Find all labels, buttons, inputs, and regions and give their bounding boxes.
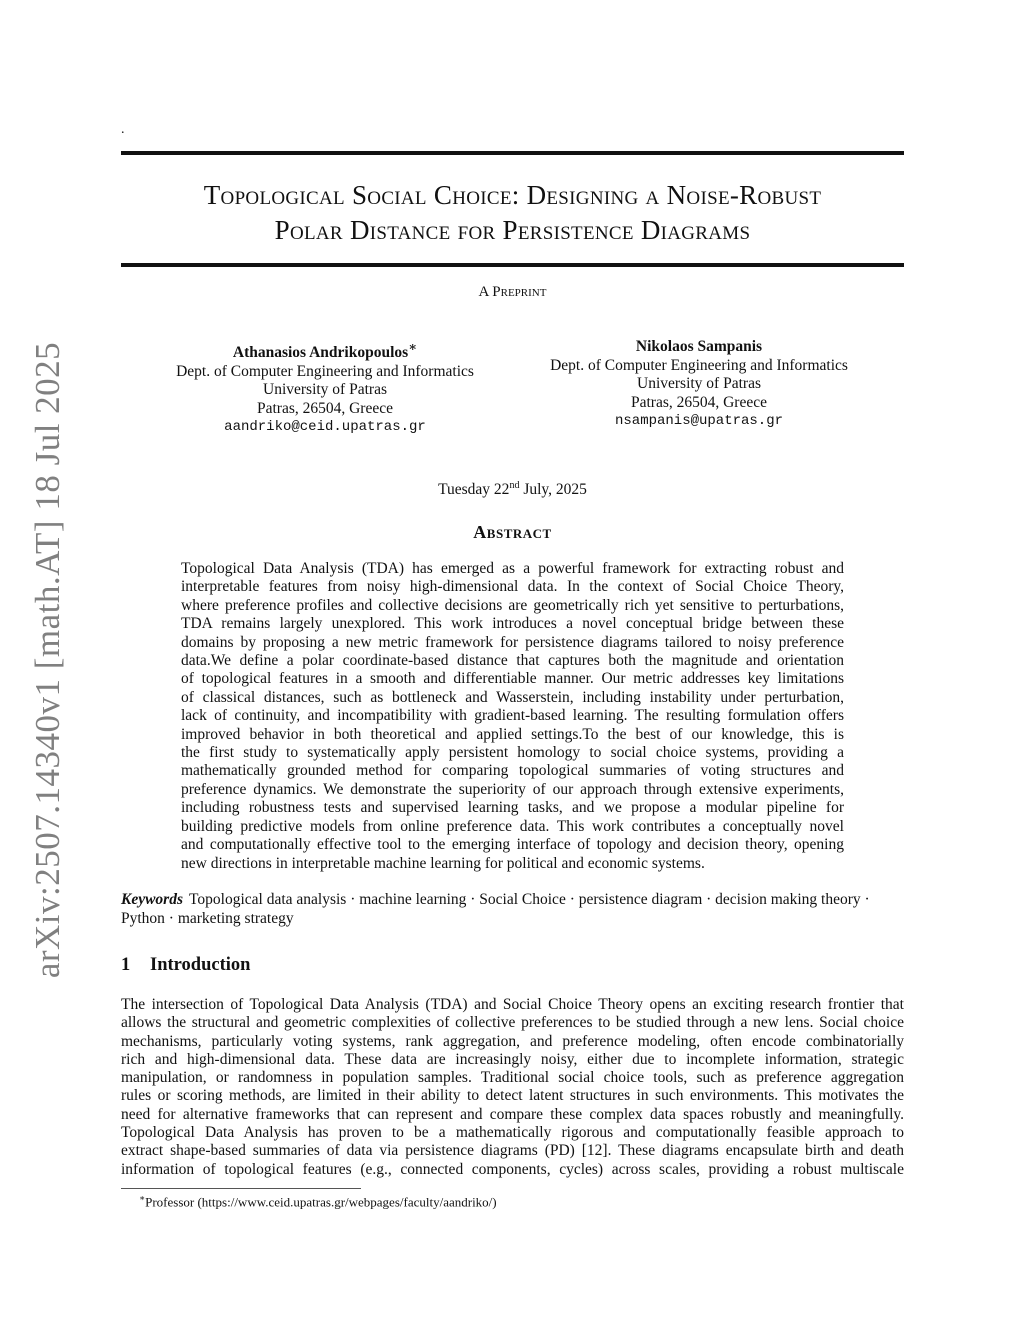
author-2-university: University of Patras	[637, 375, 761, 392]
footnote	[139, 1193, 497, 1210]
title-rule-top	[121, 151, 904, 155]
footnote-mark: ∗	[139, 1193, 146, 1203]
abstract-line: data.We define a polar coordinate-based distance that captures both the magnitude and orientation	[181, 652, 844, 670]
introduction-line: rich and high-dimensional data. These data are increasingly noisy, either due to incomplete information, strategic	[121, 1050, 904, 1068]
author-1-university: University of Patras	[263, 381, 387, 399]
section-number: 1	[121, 955, 131, 975]
abstract-line: improved behavior in both theoretical and applied settings.To the best of our knowledge, this is	[181, 725, 844, 743]
date-suffix: nd	[509, 480, 520, 491]
introduction-line: Topological Data Analysis has proven to be a mathematically rigorous and computationally feasible approach to	[121, 1124, 904, 1142]
introduction-line: mechanisms, particularly voting systems, rank aggregation, and preference modeling, often encode combinatorially	[121, 1032, 904, 1050]
abstract-line: domains by proposing a new metric framework for persistence diagrams tailored to noisy preference	[181, 633, 844, 651]
abstract-line: building predictive models from online preference data. This work contributes a conceptually novel	[181, 817, 844, 835]
abstract-line: and computationally effective tool to the emerging interface of topology and decision theory, opening	[181, 836, 844, 854]
footnote-text: Professor (https://www.ceid.upatras.gr/webpages/faculty/aandriko/)	[145, 1194, 497, 1210]
keywords-text-1: Topological data analysis · machine learning · Social Choice · persistence diagram · decision making theory ·	[189, 891, 870, 908]
preprint-label: A Preprint	[478, 284, 547, 300]
abstract-line: interpretable features from noisy high-dimensional data. In the context of Social Choice Theory,	[181, 578, 844, 596]
arxiv-stamp: arXiv:2507.14340v1 [math.AT] 18 Jul 2025	[28, 341, 67, 979]
author-1-email[interactable]: aandriko@ceid.upatras.gr	[224, 419, 426, 436]
title-line-1: Topological Social Choice: Designing a Noise-Robust	[203, 180, 822, 210]
introduction-line: need for alternative frameworks that can represent and compare these complex data spaces robustly and meaningfully.	[121, 1105, 904, 1123]
introduction-line: information of topological features (e.g., connected components, cycles) across scales, providing a robust multiscale	[121, 1160, 904, 1178]
abstract-line: mathematically grounded method for comparing topological summaries of voting structures and	[181, 762, 844, 780]
section-title: Introduction	[150, 955, 251, 975]
date-prefix: Tuesday 22	[438, 481, 510, 499]
abstract-line: preference dynamics. We demonstrate the superiority of our approach through extensive experiments,	[181, 780, 844, 798]
section-heading	[121, 955, 250, 976]
author-1-location: Patras, 26504, Greece	[256, 399, 393, 417]
author-2	[519, 338, 879, 431]
author-1-name-line	[145, 338, 505, 363]
author-2-location: Patras, 26504, Greece	[630, 393, 767, 411]
page-marker: .	[121, 122, 125, 137]
abstract-line: new directions in interpretable machine learning for political and economic systems.	[181, 854, 705, 872]
author-1-name: Athanasios Andrikopoulos	[232, 344, 409, 362]
keywords-line-1	[121, 891, 904, 910]
introduction-line: allows the structural and geometric complexities of collective preferences to be studied through a new lens. Social choice	[121, 1014, 904, 1032]
author-2-name: Nikolaos Sampanis	[635, 338, 763, 355]
paper-date	[121, 480, 904, 499]
author-1-dept: Dept. of Computer Engineering and Informatics	[176, 362, 474, 380]
paper-title	[121, 178, 904, 248]
author-1-footnote-mark: ∗	[408, 339, 418, 354]
introduction-line: manipulation, or randomness in population samples. Traditional social choice tools, such as preference aggregation	[121, 1069, 904, 1087]
introduction-body	[121, 996, 904, 1179]
abstract-body	[181, 560, 844, 873]
abstract-line: TDA remains largely unexplored. This work introduces a novel conceptual bridge between these	[181, 615, 844, 633]
abstract-heading: Abstract	[473, 522, 552, 542]
introduction-line: extract shape-based summaries of data via persistence diagrams (PD) [12]. These diagrams encapsulate birth and death	[121, 1142, 904, 1160]
author-2-dept: Dept. of Computer Engineering and Informatics	[550, 356, 848, 374]
introduction-line: rules or scoring methods, are limited in their ability to detect latent structures in such environments. This motivates the	[121, 1087, 904, 1105]
abstract-line: the first study to systematically apply persistent homology to social choice systems, providing a	[181, 744, 844, 762]
date-rest: July, 2025	[519, 481, 587, 499]
abstract-line: Topological Data Analysis (TDA) has emerged as a powerful framework for extracting robust and	[181, 560, 844, 577]
abstract-line: including robustness tests and supervised learning tasks, and we propose a modular pipeline for	[181, 799, 844, 817]
abstract-line: of classical distances, such as bottleneck and Wasserstein, including instability under perturbation,	[181, 688, 844, 706]
title-line-2: Polar Distance for Persistence Diagrams	[274, 215, 751, 245]
title-rule-bottom	[121, 263, 904, 267]
abstract-line: where preference profiles and collective decisions are geometrically rich yet sensitive to perturbations,	[181, 596, 844, 614]
footnote-rule	[121, 1188, 361, 1189]
keywords-label: Keywords	[121, 891, 183, 908]
author-2-email[interactable]: nsampanis@upatras.gr	[614, 413, 784, 429]
keywords	[121, 891, 904, 928]
introduction-line: The intersection of Topological Data Analysis (TDA) and Social Choice Theory opens an exciting research frontier that	[121, 996, 904, 1013]
abstract-line: lack of continuity, and incompatibility with gradient-based learning. The resulting formulation offers	[181, 707, 844, 725]
author-1	[145, 338, 505, 437]
keywords-line-2: Python · marketing strategy	[121, 909, 294, 927]
abstract-line: of topological features in a smooth and differentiable manner. Our metric addresses key limitations	[181, 670, 844, 688]
